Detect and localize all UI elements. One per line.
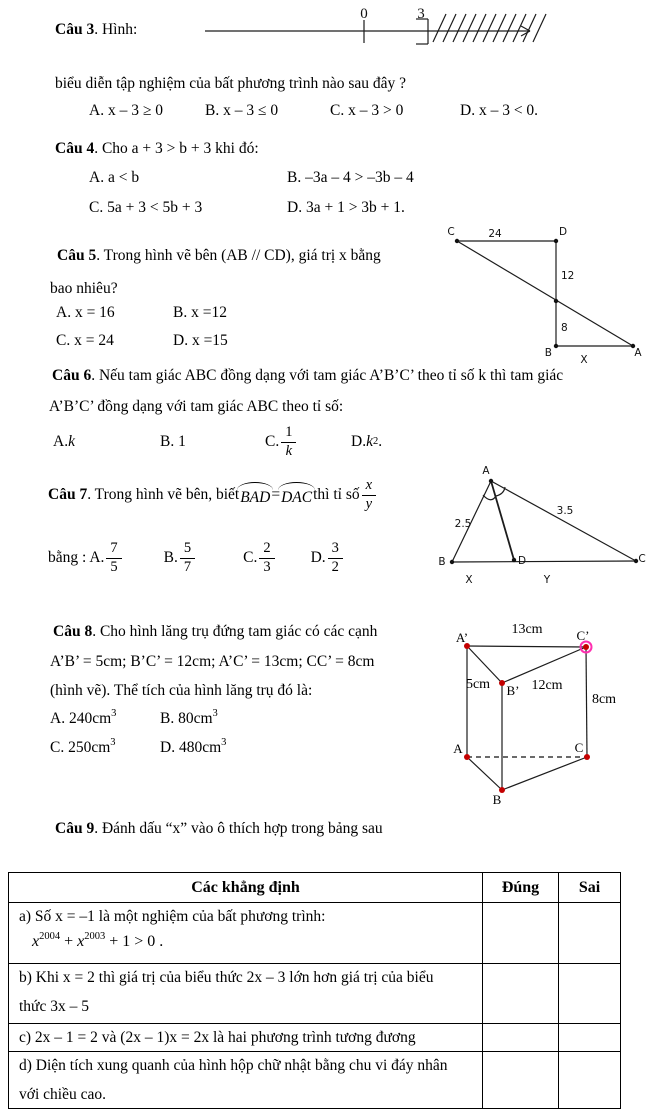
q5-option-a: A. x = 16: [56, 304, 115, 321]
q5-option-c: C. x = 24: [56, 332, 114, 349]
q8-label-A: A: [453, 741, 463, 756]
hatching: [433, 14, 546, 42]
q7-label-2.5: 2.5: [454, 518, 472, 530]
q7-label-D: D: [517, 555, 527, 567]
q8-heading: [53, 622, 377, 641]
q7-fraction-x-over-y: $\frac{x}{y}$: [362, 478, 376, 511]
table-row-a: [9, 903, 621, 964]
q4-option-d: D. 3a + 1 > 3b + 1.: [287, 199, 405, 216]
q5-line2: bao nhiêu?: [50, 280, 118, 297]
q7-options: [48, 536, 345, 580]
q5-option-b: B. x =12: [173, 304, 227, 321]
q8-options-row2: [50, 738, 226, 757]
statement-d: [9, 1052, 483, 1109]
q7-equals: =: [271, 486, 281, 504]
q3-options: [89, 101, 538, 120]
angle-arc-left: [483, 495, 496, 500]
table-row-c: [9, 1024, 621, 1052]
statement-b: [9, 964, 483, 1024]
q3-heading: [55, 20, 137, 39]
q7-figure: [435, 462, 648, 588]
statement-b-line2: thức 3x – 5: [19, 998, 89, 1015]
q9-heading: [55, 819, 383, 838]
row-a-sai-cell[interactable]: [559, 903, 621, 964]
q8-options-row1: [50, 709, 218, 728]
q9-heading-text: . Đánh dấu “x” vào ô thích hợp trong bảng sau: [94, 820, 383, 837]
q5-label-D: D: [558, 226, 568, 238]
statement-d-line1: d) Diện tích xung quanh của hình hộp chữ nhật bằng chu vi đáy nhân: [19, 1057, 448, 1074]
q7-option-c-label: C.: [243, 549, 258, 567]
q8-label-8cm: 8cm: [591, 692, 617, 707]
prism-edges: [467, 646, 587, 790]
row-c-sai-cell[interactable]: [559, 1024, 621, 1052]
q6-label: Câu 6: [52, 367, 92, 384]
statement-c: [9, 1024, 483, 1052]
q5-heading: [57, 246, 381, 265]
q8-prism-figure: [450, 616, 648, 812]
q8-label-C-prime: C’: [576, 628, 590, 643]
q7-label-Y: Y: [543, 574, 551, 586]
q3-numberline-figure: [200, 2, 550, 52]
q3-label: Câu 3: [55, 21, 95, 38]
q7-option-a-label: bằng : A.: [48, 549, 105, 567]
q7-fraction-d: $\frac{3}{2}$: [328, 541, 343, 574]
q5-option-d: D. x =15: [173, 332, 228, 349]
q5-options-row2: [56, 331, 228, 350]
q4-label: Câu 4: [55, 140, 95, 157]
q4-option-c: C. 5a + 3 < 5b + 3: [89, 199, 203, 216]
q5-label-8: 8: [561, 322, 568, 334]
q6-option-d: D. k 2 .: [351, 433, 383, 451]
q5-options-row1: [56, 303, 227, 322]
q3-prompt: biểu diễn tập nghiệm của bất phương trình nào sau đây ?: [55, 75, 407, 92]
prism-vertices: [464, 643, 590, 793]
q6-line2: A’B’C’ đồng dạng với tam giác ABC theo tỉ số:: [49, 398, 344, 415]
numberline-label-3: 3: [417, 6, 425, 22]
q4-option-b: B. –3a – 4 > –3b – 4: [287, 169, 414, 186]
row-d-dung-cell[interactable]: [483, 1052, 559, 1109]
q9-label: Câu 9: [55, 820, 95, 837]
q3-option-a: A. x – 3 ≥ 0: [89, 102, 163, 119]
q8-label-12cm: 12cm: [531, 678, 563, 693]
row-c-dung-cell[interactable]: [483, 1024, 559, 1052]
q7-fraction-b: $\frac{5}{7}$: [180, 541, 195, 574]
q6-option-c: C. $\frac{1}{k}$: [265, 425, 351, 458]
q5-label-12: 12: [561, 270, 575, 282]
q5-label-B: B: [544, 347, 552, 359]
q7-option-d-label: D.: [310, 549, 326, 567]
q4-heading-text: . Cho a + 3 > b + 3 khi đó:: [94, 140, 259, 157]
statement-a-line1: a) Số x = –1 là một nghiệm của bất phương trình:: [19, 908, 326, 925]
table-header-sai: Sai: [559, 873, 621, 903]
q7-label-A: A: [482, 465, 490, 477]
q8-option-a: A. $240cm^3$: [50, 708, 117, 727]
q7-heading-text2: thì tỉ số: [313, 486, 360, 504]
q5-label-X: X: [580, 354, 588, 366]
q7-label-X: X: [465, 574, 473, 586]
q8-label-A-prime: A’: [455, 630, 469, 645]
statement-a-formula: $x^{2004} + x^{2003} + 1 > 0$ .: [32, 931, 164, 950]
row-d-sai-cell[interactable]: [559, 1052, 621, 1109]
table-row-d: [9, 1052, 621, 1109]
q7-fraction-a: $\frac{7}{5}$: [106, 541, 121, 574]
q4-heading: [55, 139, 259, 158]
q7-figure-points: [450, 479, 638, 564]
q5-label: Câu 5: [57, 247, 97, 264]
q7-label-C: C: [638, 553, 646, 565]
q4-options-row2: [89, 198, 405, 217]
numberline-label-0: 0: [360, 6, 368, 22]
row-b-sai-cell[interactable]: [559, 964, 621, 1024]
q8-label-C: C: [574, 740, 584, 755]
q6-option-a: A. k: [53, 433, 75, 451]
q7-label-3.5: 3.5: [556, 505, 574, 517]
q7-angle-DAC: DAC: [281, 488, 313, 506]
q7-heading-text1: . Trong hình vẽ bên, biết: [87, 486, 240, 504]
statement-c-line1: c) 2x – 1 = 2 và (2x – 1)x = 2x là hai phương trình tương đương: [19, 1029, 416, 1046]
q6-heading-text: . Nếu tam giác ABC đồng dạng với tam giác A’B’C’ theo tỉ số k thì tam giác: [91, 367, 564, 384]
row-a-dung-cell[interactable]: [483, 903, 559, 964]
q8-label-13cm: 13cm: [511, 622, 543, 637]
q8-line3: (hình vẽ). Thể tích của hình lăng trụ đó là:: [50, 682, 313, 699]
q8-option-b: B. $80cm^3$: [160, 708, 218, 727]
q7-label-B: B: [438, 556, 446, 568]
q5-label-24: 24: [488, 228, 502, 240]
q5-label-C: C: [447, 226, 455, 238]
statement-d-line2: với chiều cao.: [19, 1086, 106, 1103]
q5-heading-text: . Trong hình vẽ bên (AB // CD), giá trị x bằng: [96, 247, 381, 264]
table-header-dung: Đúng: [483, 873, 559, 903]
q8-label: Câu 8: [53, 623, 93, 640]
q3-option-b: B. x – 3 ≤ 0: [205, 102, 279, 119]
q6-fraction-1-over-k: $\frac{1}{k}$: [281, 425, 296, 458]
q7-option-b-label: B.: [163, 549, 178, 567]
statement-b-line1: b) Khi x = 2 thì giá trị của biểu thức 2x – 3 lớn hơn giá trị của biểu: [19, 969, 434, 986]
q8-label-B-prime: B’: [506, 683, 520, 698]
q5-label-A: A: [634, 347, 642, 359]
statement-a: [9, 903, 483, 964]
answer-table: [8, 872, 621, 1109]
q3-heading-text: . Hình:: [94, 21, 138, 38]
q7-figure-lines: [452, 481, 636, 562]
q4-options-row1: [89, 168, 414, 187]
q5-figure: [435, 222, 648, 370]
q4-option-a: A. a < b: [89, 169, 140, 186]
q7-label: Câu 7: [48, 486, 88, 504]
q3-option-c: C. x – 3 > 0: [330, 102, 404, 119]
q8-option-d: D. $480cm^3$: [160, 737, 227, 756]
q8-label-B: B: [492, 792, 502, 807]
q8-heading-text: . Cho hình lăng trụ đứng tam giác có các cạnh: [92, 623, 378, 640]
q6-option-b: B. 1: [160, 433, 186, 451]
q8-line2: A’B’ = 5cm; B’C’ = 12cm; A’C’ = 13cm; CC’ = 8cm: [50, 653, 375, 670]
q5-figure-lines: [457, 241, 633, 346]
q7-angle-BAD: BAD: [240, 488, 271, 506]
table-header-statements: Các khẳng định: [9, 873, 483, 903]
q7-heading: [48, 474, 378, 516]
q3-option-d: D. x – 3 < 0.: [460, 102, 539, 119]
q8-option-c: C. $250cm^3$: [50, 737, 116, 756]
row-b-dung-cell[interactable]: [483, 964, 559, 1024]
q6-options: [53, 419, 382, 465]
q7-fraction-c: $\frac{2}{3}$: [259, 541, 274, 574]
q8-label-5cm: 5cm: [465, 677, 491, 692]
q6-heading: [52, 366, 563, 385]
table-row-b: [9, 964, 621, 1024]
